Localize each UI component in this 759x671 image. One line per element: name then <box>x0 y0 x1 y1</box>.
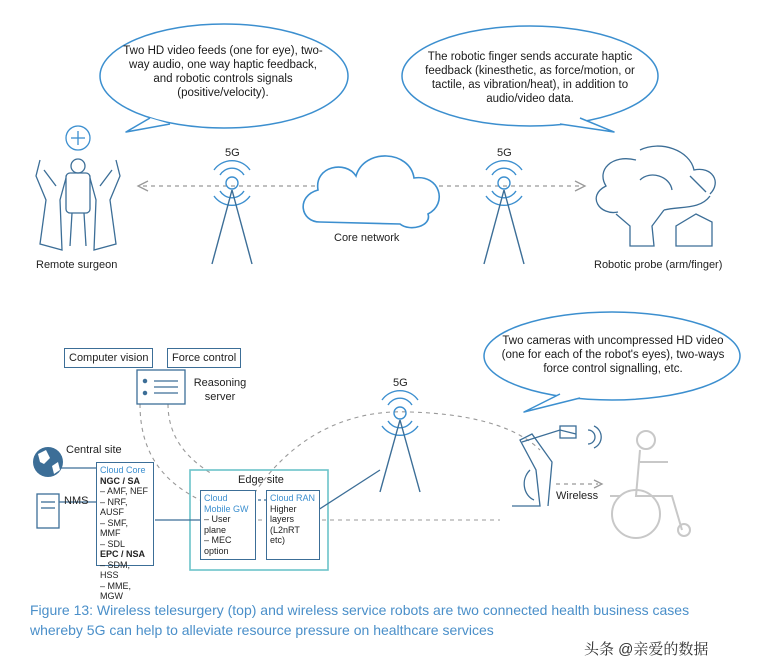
force-control-box: Force control <box>167 348 241 368</box>
central-site-label: Central site <box>66 444 122 456</box>
gw-item: – MEC option <box>204 535 232 556</box>
cloud-ran-box <box>266 490 320 560</box>
bubble-bottom-text: Two cameras with uncompressed HD video (one for each of the robot's eyes), two-ways force control signalling, etc. <box>501 335 725 375</box>
cloud-mobile-gw-box <box>200 490 256 560</box>
globe-icon <box>33 447 63 477</box>
wheelchair-icon <box>610 431 690 538</box>
cloud-core-title: Cloud Core <box>100 465 146 475</box>
antenna-right-icon <box>484 161 524 264</box>
ngc-item: – AMF, NEF <box>100 486 149 496</box>
robotic-probe-icon <box>596 146 715 246</box>
fiveg-bottom-label: 5G <box>393 377 408 389</box>
reasoning-server-label: Reasoning server <box>193 377 247 403</box>
gw-item: – User plane <box>204 514 231 535</box>
remote-surgeon-icon <box>36 126 120 250</box>
epc-item: – MME, MGW <box>100 580 132 601</box>
ngc-item: – NRF, AUSF <box>100 496 128 517</box>
bubble-left-text: Two HD video feeds (one for eye), two-way audio, one way haptic feedback, and robotic controls signals (positive/velocity). <box>123 45 323 99</box>
robotic-probe-label: Robotic probe (arm/finger) <box>594 259 723 271</box>
cloud-icon <box>303 156 439 228</box>
computer-vision-box: Computer vision <box>64 348 153 368</box>
figure-caption: Figure 13: Wireless telesurgery (top) and wireless service robots are two connected health business cases whereby 5G can help to alleviate resource pressure on healthcare services <box>30 602 690 638</box>
fiveg-right-label: 5G <box>497 147 512 159</box>
cloud-mobile-gw-title: Cloud Mobile GW <box>204 493 249 514</box>
ngc-label: NGC / SA <box>100 475 141 486</box>
ngc-item: – SDL <box>100 538 126 549</box>
wireless-label: Wireless <box>556 490 599 502</box>
antenna-bottom-icon <box>380 391 420 492</box>
core-network-label: Core network <box>334 232 400 244</box>
cloud-core-box <box>96 462 154 601</box>
antenna-left-icon <box>212 161 252 264</box>
edge-site-label: Edge site <box>238 474 284 486</box>
cloud-ran-title: Cloud RAN <box>270 493 316 503</box>
remote-surgeon-label: Remote surgeon <box>36 259 118 271</box>
server-icon <box>137 370 185 404</box>
bubble-right-text: The robotic finger sends accurate haptic feedback (kinesthetic, as force/motion, or tactile, as vibration/heat), in addition to audio/video data. <box>425 51 635 105</box>
epc-item: – SDM, HSS <box>100 559 131 580</box>
nms-label: NMS <box>64 495 89 507</box>
ngc-item: – SMF, MMF <box>100 517 129 538</box>
epc-label: EPC / NSA <box>100 549 146 559</box>
nms-server-icon <box>37 494 59 528</box>
watermark: 头条 @亲爱的数据 <box>584 641 709 658</box>
fiveg-left-label: 5G <box>225 147 240 159</box>
ran-item: Higher layers (L2nRT etc) <box>270 503 300 545</box>
